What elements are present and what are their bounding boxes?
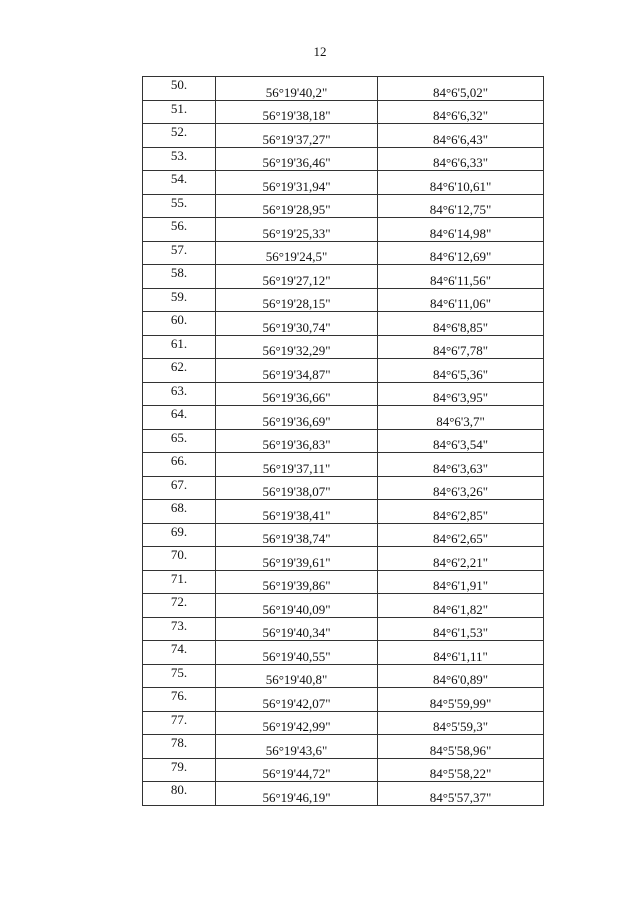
table-row [143, 688, 544, 712]
point-number-cell: 76. [143, 688, 216, 712]
point-number-cell: 60. [143, 312, 216, 336]
longitude-cell: 84°6'3,63" [378, 453, 544, 477]
latitude-cell: 56°19'46,19" [216, 782, 378, 806]
point-number-cell: 73. [143, 617, 216, 641]
latitude-cell: 56°19'39,61" [216, 547, 378, 571]
point-number-cell: 70. [143, 547, 216, 571]
latitude-cell: 56°19'36,46" [216, 147, 378, 171]
table-row [143, 782, 544, 806]
table-row [143, 664, 544, 688]
point-number-cell: 58. [143, 265, 216, 289]
longitude-cell: 84°6'10,61" [378, 171, 544, 195]
table-row [143, 570, 544, 594]
point-number-cell: 62. [143, 359, 216, 383]
table-row [143, 335, 544, 359]
point-number-cell: 57. [143, 241, 216, 265]
table-row [143, 711, 544, 735]
latitude-cell: 56°19'36,69" [216, 406, 378, 430]
latitude-cell: 56°19'25,33" [216, 218, 378, 242]
latitude-cell: 56°19'30,74" [216, 312, 378, 336]
longitude-cell: 84°6'3,26" [378, 476, 544, 500]
latitude-cell: 56°19'24,5" [216, 241, 378, 265]
point-number-cell: 55. [143, 194, 216, 218]
longitude-cell: 84°6'1,82" [378, 594, 544, 618]
point-number-cell: 65. [143, 429, 216, 453]
latitude-cell: 56°19'34,87" [216, 359, 378, 383]
point-number-cell: 53. [143, 147, 216, 171]
longitude-cell: 84°6'1,53" [378, 617, 544, 641]
point-number-cell: 66. [143, 453, 216, 477]
table-row [143, 194, 544, 218]
table-row [143, 124, 544, 148]
table-row [143, 594, 544, 618]
point-number-cell: 61. [143, 335, 216, 359]
table-row [143, 218, 544, 242]
point-number-cell: 74. [143, 641, 216, 665]
point-number-cell: 78. [143, 735, 216, 759]
table-row [143, 406, 544, 430]
latitude-cell: 56°19'38,18" [216, 100, 378, 124]
table-row [143, 523, 544, 547]
latitude-cell: 56°19'38,74" [216, 523, 378, 547]
latitude-cell: 56°19'28,95" [216, 194, 378, 218]
longitude-cell: 84°6'0,89" [378, 664, 544, 688]
table-row [143, 547, 544, 571]
table-row [143, 429, 544, 453]
point-number-cell: 68. [143, 500, 216, 524]
latitude-cell: 56°19'36,83" [216, 429, 378, 453]
latitude-cell: 56°19'40,2" [216, 77, 378, 101]
latitude-cell: 56°19'36,66" [216, 382, 378, 406]
table-row [143, 641, 544, 665]
latitude-cell: 56°19'42,07" [216, 688, 378, 712]
table-row [143, 453, 544, 477]
table-row [143, 100, 544, 124]
point-number-cell: 54. [143, 171, 216, 195]
longitude-cell: 84°6'6,43" [378, 124, 544, 148]
longitude-cell: 84°6'14,98" [378, 218, 544, 242]
point-number-cell: 75. [143, 664, 216, 688]
latitude-cell: 56°19'28,15" [216, 288, 378, 312]
table-row [143, 382, 544, 406]
page-number: 12 [313, 44, 327, 59]
latitude-cell: 56°19'44,72" [216, 758, 378, 782]
latitude-cell: 56°19'37,27" [216, 124, 378, 148]
longitude-cell: 84°6'5,02" [378, 77, 544, 101]
latitude-cell: 56°19'43,6" [216, 735, 378, 759]
latitude-cell: 56°19'27,12" [216, 265, 378, 289]
point-number-cell: 77. [143, 711, 216, 735]
longitude-cell: 84°5'59,3" [378, 711, 544, 735]
latitude-cell: 56°19'40,34" [216, 617, 378, 641]
latitude-cell: 56°19'42,99" [216, 711, 378, 735]
longitude-cell: 84°6'5,36" [378, 359, 544, 383]
longitude-cell: 84°6'12,69" [378, 241, 544, 265]
longitude-cell: 84°6'7,78" [378, 335, 544, 359]
point-number-cell: 69. [143, 523, 216, 547]
longitude-cell: 84°6'11,06" [378, 288, 544, 312]
point-number-cell: 64. [143, 406, 216, 430]
longitude-cell: 84°5'58,96" [378, 735, 544, 759]
longitude-cell: 84°6'3,95" [378, 382, 544, 406]
point-number-cell: 63. [143, 382, 216, 406]
point-number-cell: 56. [143, 218, 216, 242]
table-row [143, 617, 544, 641]
table-row [143, 758, 544, 782]
table-row [143, 312, 544, 336]
longitude-cell: 84°6'8,85" [378, 312, 544, 336]
table-row [143, 288, 544, 312]
longitude-cell: 84°6'3,54" [378, 429, 544, 453]
latitude-cell: 56°19'40,09" [216, 594, 378, 618]
longitude-cell: 84°6'2,21" [378, 547, 544, 571]
point-number-cell: 50. [143, 77, 216, 101]
longitude-cell: 84°6'2,65" [378, 523, 544, 547]
longitude-cell: 84°6'6,32" [378, 100, 544, 124]
table-row [143, 500, 544, 524]
longitude-cell: 84°6'1,91" [378, 570, 544, 594]
table-row [143, 171, 544, 195]
longitude-cell: 84°5'59,99" [378, 688, 544, 712]
longitude-cell: 84°6'6,33" [378, 147, 544, 171]
latitude-cell: 56°19'38,41" [216, 500, 378, 524]
longitude-cell: 84°5'58,22" [378, 758, 544, 782]
latitude-cell: 56°19'31,94" [216, 171, 378, 195]
longitude-cell: 84°6'2,85" [378, 500, 544, 524]
table-row [143, 147, 544, 171]
longitude-cell: 84°6'1,11" [378, 641, 544, 665]
table-row [143, 265, 544, 289]
latitude-cell: 56°19'32,29" [216, 335, 378, 359]
point-number-cell: 67. [143, 476, 216, 500]
coordinates-table-body [143, 77, 544, 806]
latitude-cell: 56°19'40,55" [216, 641, 378, 665]
longitude-cell: 84°6'3,7" [378, 406, 544, 430]
point-number-cell: 52. [143, 124, 216, 148]
table-row [143, 735, 544, 759]
point-number-cell: 71. [143, 570, 216, 594]
point-number-cell: 59. [143, 288, 216, 312]
longitude-cell: 84°6'11,56" [378, 265, 544, 289]
point-number-cell: 72. [143, 594, 216, 618]
point-number-cell: 79. [143, 758, 216, 782]
table-row [143, 241, 544, 265]
latitude-cell: 56°19'38,07" [216, 476, 378, 500]
point-number-cell: 80. [143, 782, 216, 806]
point-number-cell: 51. [143, 100, 216, 124]
table-row [143, 359, 544, 383]
coordinates-table [142, 76, 544, 806]
table-row [143, 476, 544, 500]
longitude-cell: 84°6'12,75" [378, 194, 544, 218]
latitude-cell: 56°19'40,8" [216, 664, 378, 688]
latitude-cell: 56°19'39,86" [216, 570, 378, 594]
latitude-cell: 56°19'37,11" [216, 453, 378, 477]
longitude-cell: 84°5'57,37" [378, 782, 544, 806]
table-row [143, 77, 544, 101]
